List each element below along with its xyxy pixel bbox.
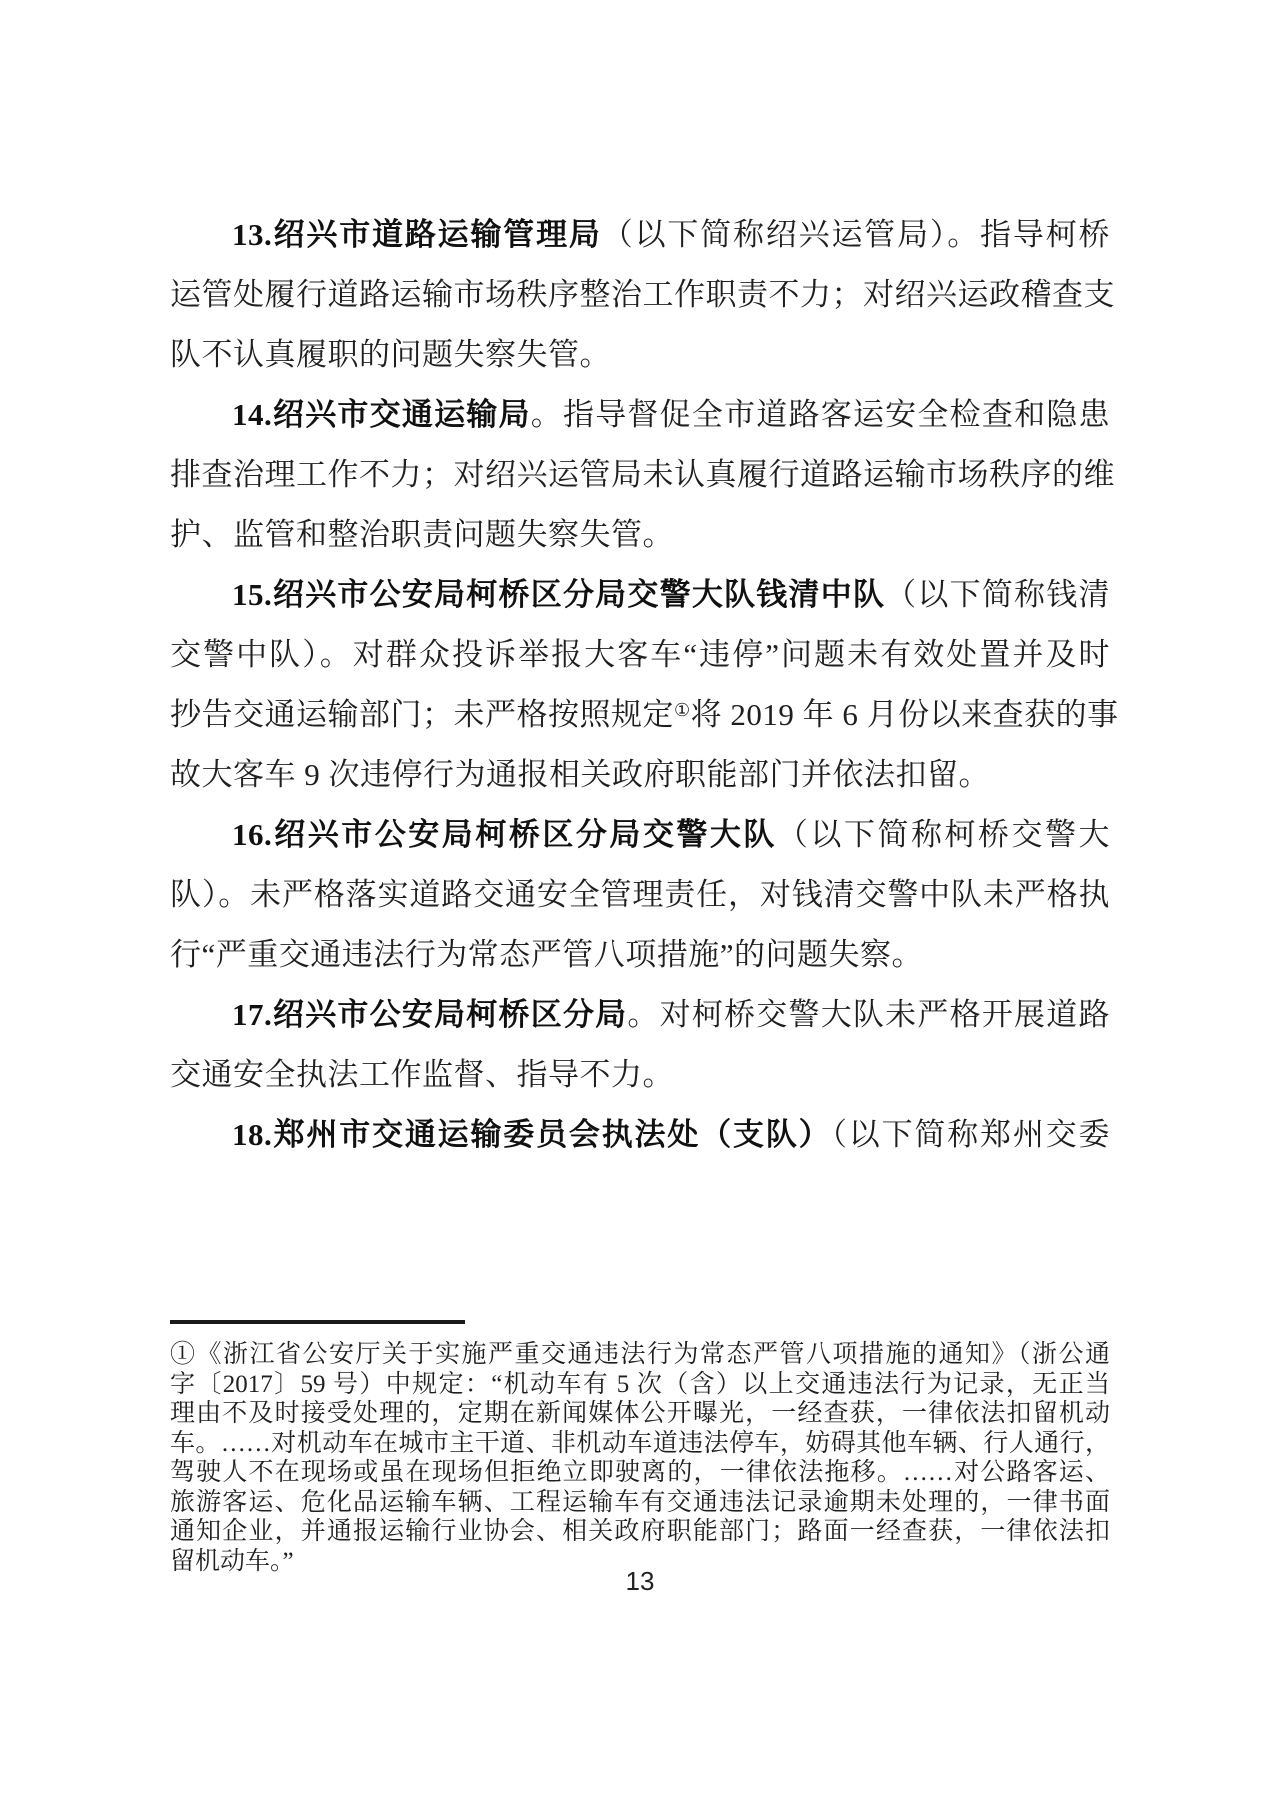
footnote-reference: ① xyxy=(674,700,691,720)
footnote-line: ①《浙江省公安厅关于实施严重交通违法行为常态严管八项措施的通知》（浙公通 xyxy=(170,1341,1110,1368)
footnote-line: 通知企业，并通报运输行业协会、相关政府职能部门；路面一经查获，一律依法扣 xyxy=(170,1518,1110,1545)
body-run: 护、监管和整治职责问题失察失管。 xyxy=(170,517,674,552)
body-run: 故大客车 9 次违停行为通报相关政府职能部门并依法扣留。 xyxy=(170,757,990,792)
body-run: 。对柯桥交警大队未严格开展道路 xyxy=(627,997,1111,1032)
footnote-line: 字〔2017〕59 号）中规定：“机动车有 5 次（含）以上交通违法行为记录，无正当 xyxy=(170,1370,1110,1398)
page-number: 13 xyxy=(625,1566,655,1596)
body-line xyxy=(170,865,1110,925)
body-run: 队）。未严格落实道路交通安全管理责任，对钱清交警中队未严格执 xyxy=(170,877,1110,912)
body-run: 运管处履行道路运输市场秩序整治工作职责不力；对绍兴运政稽查支 xyxy=(170,277,1115,312)
body-line xyxy=(170,1105,1110,1165)
body-line xyxy=(170,385,1110,445)
body-run: （以下简称绍兴运管局）。指导柯桥 xyxy=(601,217,1111,252)
body-line xyxy=(170,625,1110,685)
body-run: （以下简称柯桥交警大 xyxy=(776,817,1111,852)
org-name-bold: 13.绍兴市道路运输管理局 xyxy=(232,217,602,252)
footnote-line: 理由不及时接受处理的，定期在新闻媒体公开曝光，一经查获，一律依法扣留机动 xyxy=(170,1400,1110,1427)
org-name-bold: 18.郑州市交通运输委员会执法处（支队） xyxy=(232,1117,832,1152)
body-run: 排查治理工作不力；对绍兴运管局未认真履行道路运输市场秩序的维 xyxy=(170,457,1115,492)
body-run: 交警中队）。对群众投诉举报大客车“违停”问题未有效处置并及时 xyxy=(170,637,1110,672)
body-line xyxy=(170,1045,1110,1105)
body-line xyxy=(170,745,1110,805)
body-run: 队不认真履职的问题失察失管。 xyxy=(170,337,611,372)
body-run: 交通安全执法工作监督、指导不力。 xyxy=(170,1057,674,1092)
org-name-bold: 17.绍兴市公安局柯桥区分局 xyxy=(232,997,628,1032)
footnote-line: 旅游客运、危化品运输车辆、工程运输车有交通违法记录逾期未处理的，一律书面 xyxy=(170,1488,1110,1516)
footnote-line: 车。……对机动车在城市主干道、非机动车道违法停车，妨碍其他车辆、行人通行， xyxy=(170,1429,1110,1457)
body-run: 行“严重交通违法行为常态严管八项措施”的问题失察。 xyxy=(170,937,924,972)
org-name-bold: 16.绍兴市公安局柯桥区分局交警大队 xyxy=(232,817,777,852)
footnote-line: 留机动车。” xyxy=(170,1547,294,1575)
footnote-line: 驾驶人不在现场或虽在现场但拒绝立即驶离的，一律依法拖移。……对公路客运、 xyxy=(170,1459,1110,1486)
body-run: （以下简称钱清 xyxy=(885,577,1110,612)
body-line xyxy=(170,505,1110,565)
footnote xyxy=(170,1340,1110,1576)
body-line xyxy=(170,685,1119,745)
body-line xyxy=(170,565,1110,625)
body-line xyxy=(170,205,1110,265)
org-name-bold: 15.绍兴市公安局柯桥区分局交警大队钱清中队 xyxy=(232,577,886,612)
body-text xyxy=(170,205,1119,1165)
body-line xyxy=(170,805,1110,865)
body-line xyxy=(170,445,1115,505)
body-line xyxy=(170,985,1110,1045)
body-line xyxy=(170,325,1110,385)
body-run: 抄告交通运输部门；未严格按照规定 xyxy=(170,697,674,732)
body-run: 。指导督促全市道路客运安全检查和隐患 xyxy=(530,397,1111,432)
body-run: （以下简称郑州交委 xyxy=(831,1117,1111,1152)
body-line xyxy=(170,925,1110,985)
body-run: 将 2019 年 6 月份以来查获的事 xyxy=(690,697,1119,732)
org-name-bold: 14.绍兴市交通运输局 xyxy=(232,397,531,432)
body-line xyxy=(170,265,1115,325)
footnote-separator xyxy=(170,1320,465,1324)
